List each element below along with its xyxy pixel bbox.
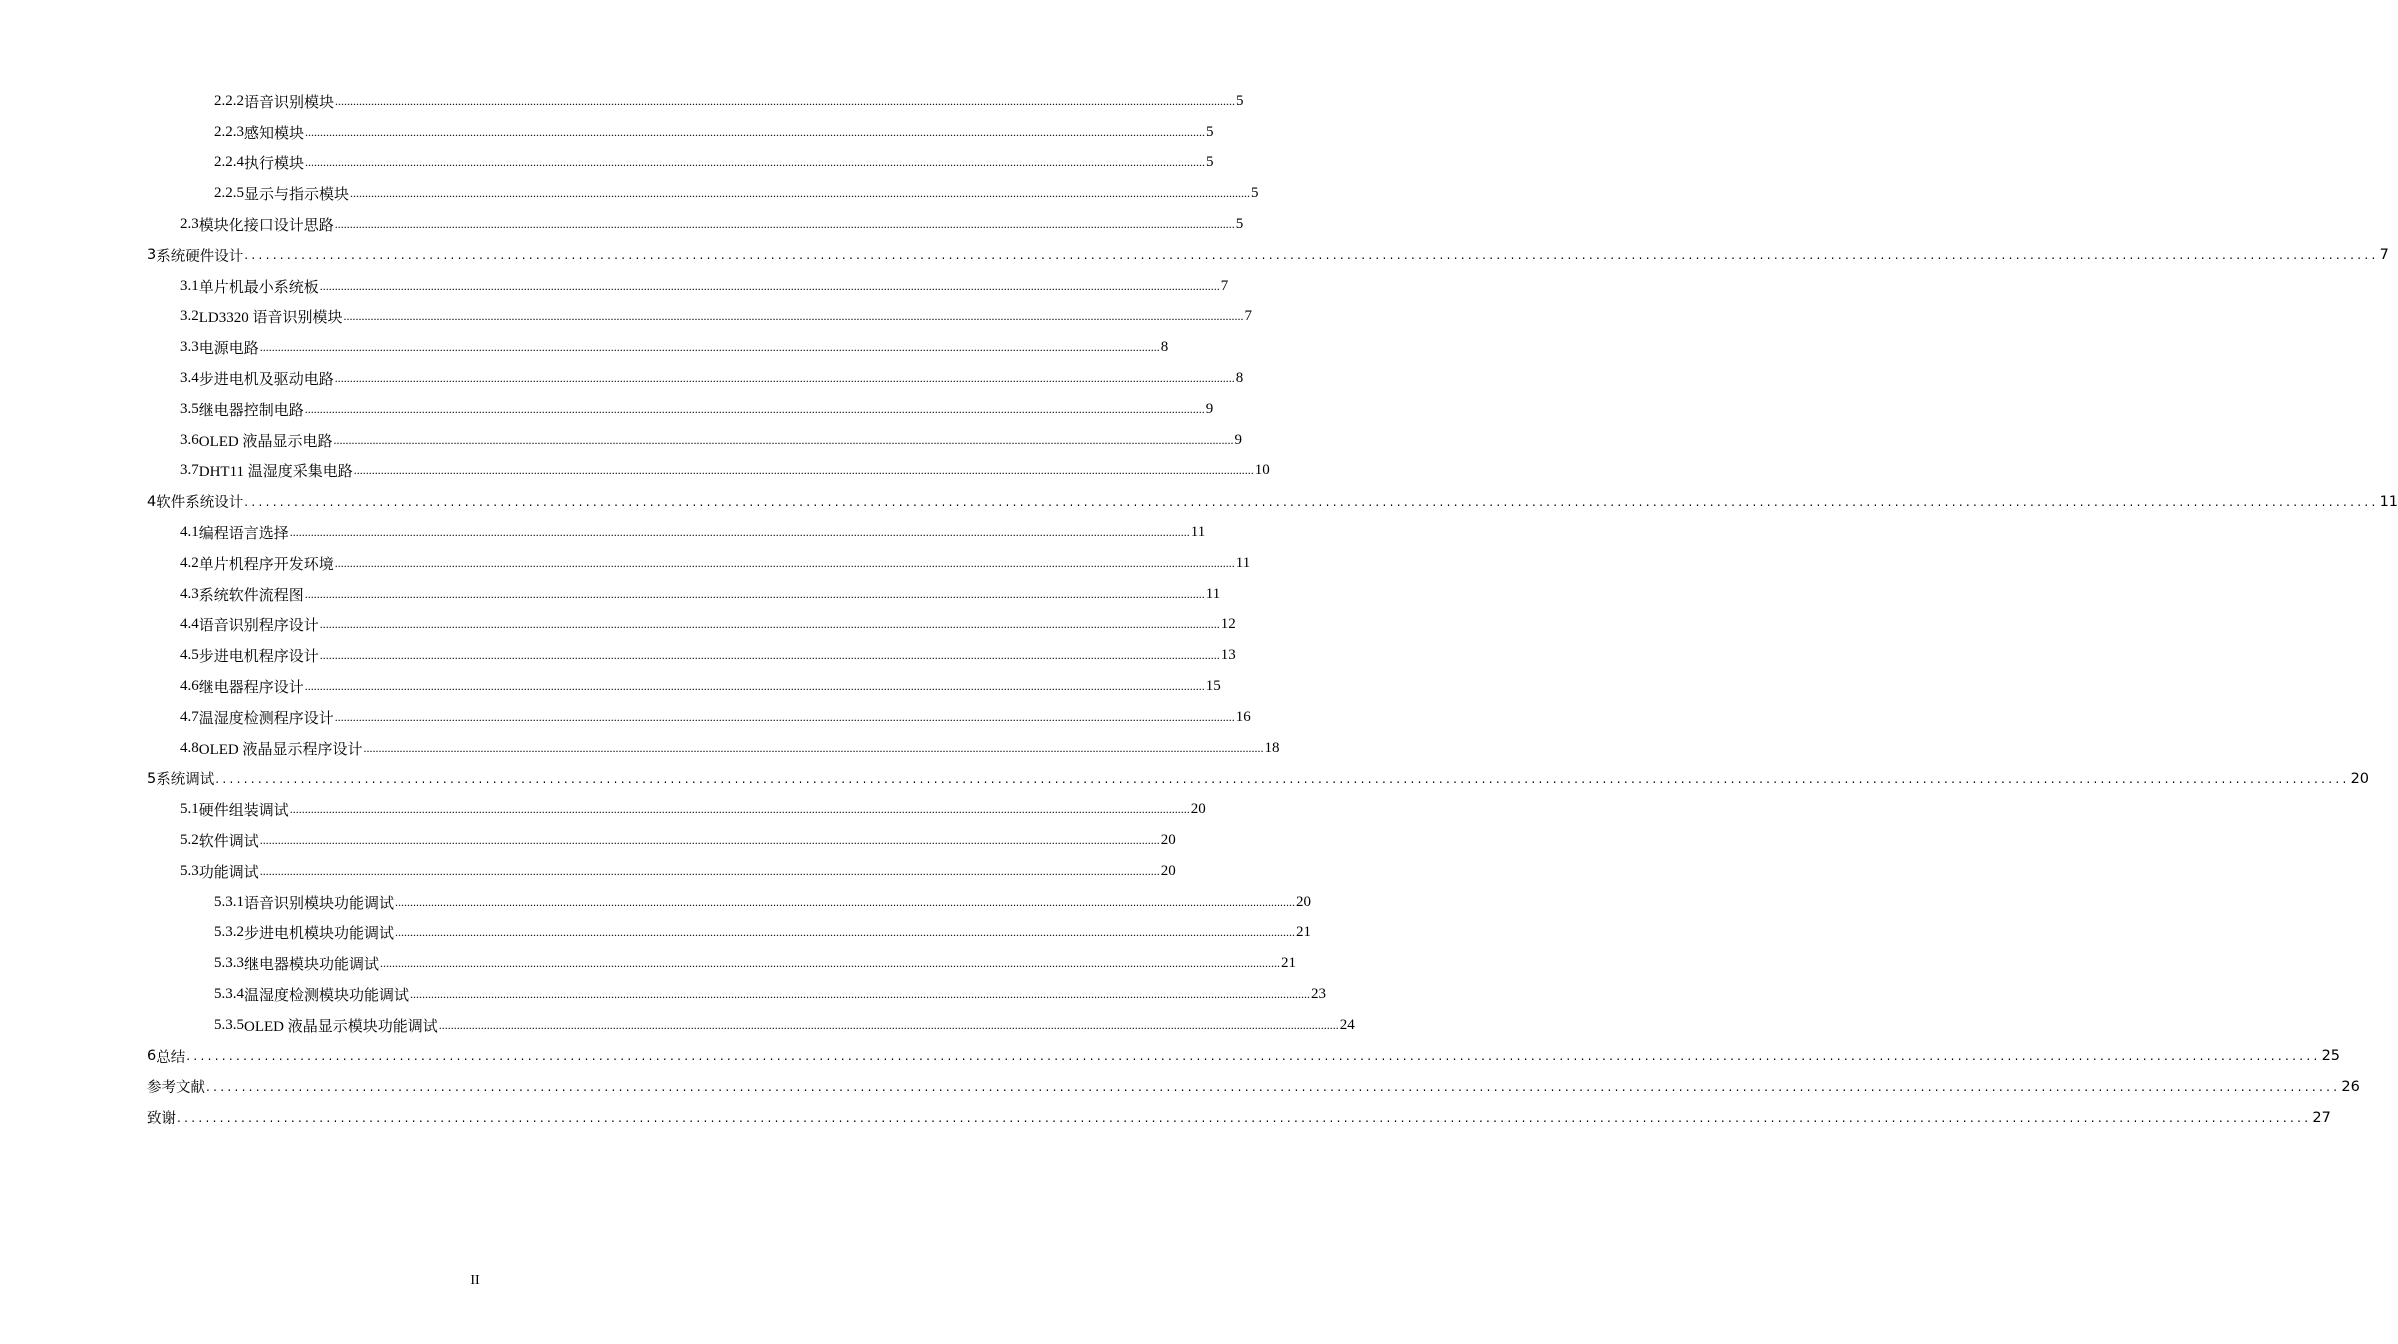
toc-dot-leader: ............................................................................................................................................................................................................................................................................................................ <box>259 833 1160 848</box>
toc-entry-number: 2.3 <box>180 216 199 233</box>
toc-entry-title: LD3320 语音识别模块 <box>198 310 343 327</box>
toc-entry-page-number: 9 <box>1205 400 1214 417</box>
toc-entry-title: OLED 液晶显示电路 <box>198 433 333 450</box>
toc-dot-leader: ............................................................................................................................................................................................................................................................................................................ <box>289 802 1190 817</box>
toc-entry-title: 继电器控制电路 <box>198 402 304 419</box>
toc-entry-number: 4.1 <box>180 524 199 541</box>
toc-entry-title: 语音识别程序设计 <box>198 618 319 635</box>
toc-entry-title: 单片机程序开发环境 <box>198 556 334 573</box>
toc-entry-number: 2.2.3 <box>214 123 244 140</box>
toc-entry-page-number: 8 <box>1160 339 1169 356</box>
toc-entry[interactable] <box>0 610 1236 641</box>
toc-entry[interactable] <box>0 1102 2331 1133</box>
toc-dot-leader: ............................................................................................................................................................................................................................................................................................................ <box>304 401 1205 416</box>
toc-entry[interactable] <box>0 856 1176 887</box>
toc-entry[interactable] <box>0 1041 2341 1072</box>
toc-entry[interactable] <box>0 1072 2360 1103</box>
toc-dot-leader: ............................................................................................................................................................................................................................................................................................................ <box>319 617 1220 632</box>
toc-dot-leader: ............................................................................................................................................................................................................................................................................................................ <box>259 340 1160 355</box>
toc-dot-leader: ............................................................................................................................................................................................................................................................................................................ <box>363 740 1264 755</box>
toc-entry-number: 4.8 <box>180 739 199 756</box>
toc-entry-page-number: 27 <box>2312 1109 2331 1126</box>
toc-entry-title: 功能调试 <box>198 864 259 881</box>
toc-entry-title: 编程语言选择 <box>198 526 289 543</box>
toc-entry-number: 3.2 <box>180 308 199 325</box>
toc-entry-title: 显示与指示模块 <box>244 187 350 204</box>
toc-entry-number: 6 <box>147 1048 157 1065</box>
toc-entry-page-number: 26 <box>2341 1078 2360 1095</box>
toc-entry-page-number: 16 <box>1235 708 1251 725</box>
toc-dot-leader: ............................................................................................................................................................................................................................................................................................................ <box>319 648 1220 663</box>
toc-entry-page-number: 5 <box>1235 216 1244 233</box>
toc-entry[interactable] <box>0 579 1221 610</box>
toc-dot-leader: ............................................................................................................................................................................................................................................................................................................ <box>289 525 1190 540</box>
toc-entry-page-number: 5 <box>1236 92 1244 109</box>
toc-entry-title: 致谢 <box>147 1111 176 1128</box>
toc-entry-page-number: 20 <box>1296 893 1312 910</box>
toc-entry[interactable] <box>0 425 1242 456</box>
toc-entry-number: 5.3.2 <box>214 924 244 941</box>
toc-entry-title: 温湿度检测程序设计 <box>198 710 334 727</box>
toc-entry-title: OLED 液晶显示程序设计 <box>198 741 363 758</box>
toc-entry-page-number: 12 <box>1220 616 1236 633</box>
toc-entry-page-number: 20 <box>1190 801 1206 818</box>
toc-entry[interactable] <box>0 733 1280 764</box>
toc-dot-leader: ............................................................................................................................................................................................................................................................................................................ <box>343 309 1244 324</box>
toc-entry-title: 系统调试 <box>156 772 215 789</box>
toc-entry[interactable] <box>0 825 1176 856</box>
toc-dot-leader: ............................................................................................................................................................................................................................................................................................................ <box>215 771 2350 786</box>
toc-entry-page-number: 21 <box>1281 955 1297 972</box>
toc-entry[interactable] <box>0 702 1251 733</box>
toc-entry[interactable] <box>0 548 1251 579</box>
toc-entry[interactable] <box>0 764 2370 795</box>
toc-entry-title: 步进电机模块功能调试 <box>244 926 395 943</box>
toc-entry-page-number: 21 <box>1296 924 1312 941</box>
toc-entry[interactable] <box>0 671 1221 702</box>
toc-entry-page-number: 10 <box>1254 462 1270 479</box>
toc-entry-number: 4.4 <box>180 616 199 633</box>
toc-dot-leader: ............................................................................................................................................................................................................................................................................................................ <box>410 987 1311 1001</box>
toc-entry-number: 4.3 <box>180 585 199 602</box>
toc-entry-page-number: 5 <box>1206 154 1214 171</box>
toc-entry[interactable] <box>0 887 1312 918</box>
toc-entry-title: 继电器模块功能调试 <box>244 957 380 974</box>
toc-dot-leader: ............................................................................................................................................................................................................................................................................................................ <box>244 494 2379 509</box>
toc-entry-title: 步进电机程序设计 <box>198 649 319 666</box>
toc-entry-title: 语音识别模块 <box>244 94 335 111</box>
toc-dot-leader: ............................................................................................................................................................................................................................................................................................................ <box>395 894 1296 909</box>
toc-entry-title: DHT11 温湿度采集电路 <box>198 464 353 481</box>
toc-entry-number: 3.4 <box>180 370 199 387</box>
toc-entry[interactable] <box>0 86 1244 117</box>
toc-entry-title: 电源电路 <box>198 341 259 358</box>
toc-entry-number: 4.2 <box>180 554 199 571</box>
toc-entry-page-number: 7 <box>2379 247 2389 264</box>
toc-dot-leader: ............................................................................................................................................................................................................................................................................................................ <box>334 709 1235 724</box>
toc-entry-number: 5.3.5 <box>214 1016 244 1033</box>
toc-entry-number: 4.7 <box>180 708 199 725</box>
toc-entry-title: 硬件组装调试 <box>198 803 289 820</box>
toc-entry-number: 5.3.1 <box>214 893 244 910</box>
toc-entry[interactable] <box>0 517 1206 548</box>
toc-entry[interactable] <box>0 456 1270 487</box>
toc-entry[interactable] <box>0 1010 1355 1041</box>
toc-dot-leader: ............................................................................................................................................................................................................................................................................................................ <box>335 93 1236 108</box>
toc-entry-title: 软件调试 <box>198 834 259 851</box>
toc-entry-page-number: 11 <box>1205 585 1221 602</box>
toc-dot-leader: ............................................................................................................................................................................................................................................................................................................ <box>304 586 1205 601</box>
toc-dot-leader: ............................................................................................................................................................................................................................................................................................................ <box>333 432 1234 447</box>
toc-entry[interactable] <box>0 640 1236 671</box>
toc-entry-page-number: 11 <box>1190 524 1206 541</box>
toc-entry[interactable] <box>0 948 1297 979</box>
toc-entry-page-number: 13 <box>1220 647 1236 664</box>
toc-entry-title: 执行模块 <box>244 156 305 173</box>
toc-entry-number: 5.3.4 <box>214 986 244 1002</box>
toc-entry-title: 总结 <box>156 1049 186 1066</box>
toc-entry-number: 3.7 <box>180 462 199 479</box>
toc-dot-leader: ............................................................................................................................................................................................................................................................................................................ <box>304 679 1205 694</box>
toc-dot-leader: ............................................................................................................................................................................................................................................................................................................ <box>319 278 1220 293</box>
toc-entry-page-number: 18 <box>1264 739 1280 756</box>
toc-entry-number: 3.3 <box>180 339 199 356</box>
toc-entry-title: 系统软件流程图 <box>198 587 304 604</box>
toc-entry-page-number: 11 <box>1235 554 1251 571</box>
toc-entry-title: OLED 液晶显示模块功能调试 <box>244 1018 438 1035</box>
toc-entry-number: 5.3.3 <box>214 955 244 972</box>
toc-entry-page-number: 11 <box>2379 493 2398 510</box>
toc-entry-title: 感知模块 <box>244 125 305 142</box>
toc-dot-leader: ............................................................................................................................................................................................................................................................................................................ <box>334 371 1235 386</box>
toc-entry[interactable] <box>0 394 1214 425</box>
toc-entry[interactable] <box>0 918 1312 949</box>
toc-entry[interactable] <box>0 979 1327 1010</box>
toc-entry-title: 单片机最小系统板 <box>198 279 319 296</box>
toc-entry-title: 温湿度检测模块功能调试 <box>244 988 410 1004</box>
toc-entry-title: 语音识别模块功能调试 <box>244 895 395 912</box>
toc-entry[interactable] <box>0 486 2398 517</box>
toc-entry-title: 步进电机及驱动电路 <box>198 372 334 389</box>
toc-dot-leader: ............................................................................................................................................................................................................................................................................................................ <box>177 1110 2312 1125</box>
toc-entry-page-number: 7 <box>1220 277 1229 294</box>
toc-dot-leader: ............................................................................................................................................................................................................................................................................................................ <box>438 1017 1339 1032</box>
toc-entry-number: 3.6 <box>180 431 199 448</box>
toc-entry[interactable] <box>0 148 1214 179</box>
toc-entry-number: 5.2 <box>180 832 199 849</box>
toc-entry-page-number: 8 <box>1235 370 1244 387</box>
toc-entry-page-number: 9 <box>1234 431 1242 448</box>
toc-dot-leader: ............................................................................................................................................................................................................................................................................................................ <box>259 863 1160 878</box>
toc-entry-page-number: 20 <box>1160 862 1176 879</box>
toc-dot-leader: ............................................................................................................................................................................................................................................................................................................ <box>334 217 1235 232</box>
toc-dot-leader: ............................................................................................................................................................................................................................................................................................................ <box>350 186 1251 201</box>
toc-entry-number: 2.2.4 <box>214 154 244 171</box>
toc-dot-leader: ............................................................................................................................................................................................................................................................................................................ <box>305 155 1206 170</box>
toc-entry-number: 2.2.5 <box>214 185 244 202</box>
toc-entry-page-number: 7 <box>1244 308 1252 325</box>
toc-dot-leader: ............................................................................................................................................................................................................................................................................................................ <box>380 956 1281 971</box>
toc-entry-number: 4 <box>147 493 157 510</box>
toc-dot-leader: ............................................................................................................................................................................................................................................................................................................ <box>334 555 1235 570</box>
toc-entry-number: 3 <box>147 247 157 264</box>
toc-entry-title: 模块化接口设计思路 <box>198 218 334 235</box>
toc-dot-leader: ............................................................................................................................................................................................................................................................................................................ <box>244 248 2379 263</box>
toc-entry[interactable] <box>0 117 1214 148</box>
toc-entry-number: 5.1 <box>180 801 199 818</box>
toc-dot-leader: ............................................................................................................................................................................................................................................................................................................ <box>353 463 1254 478</box>
toc-entry-number: 5 <box>147 770 157 787</box>
toc-dot-leader: ............................................................................................................................................................................................................................................................................................................ <box>206 1079 2341 1094</box>
toc-entry-number: 3.5 <box>180 400 199 417</box>
toc-entry[interactable] <box>0 271 1229 302</box>
toc-entry-page-number: 20 <box>2350 770 2370 787</box>
toc-dot-leader: ............................................................................................................................................................................................................................................................................................................ <box>395 925 1296 940</box>
toc-entry-page-number: 24 <box>1339 1016 1355 1033</box>
toc-dot-leader: ............................................................................................................................................................................................................................................................................................................ <box>305 124 1206 139</box>
toc-entry-title: 参考文献 <box>147 1080 205 1097</box>
toc-entry-page-number: 15 <box>1205 678 1221 695</box>
toc-entry[interactable] <box>0 332 1169 363</box>
toc-entry-title: 软件系统设计 <box>156 495 244 512</box>
toc-entry-page-number: 20 <box>1160 832 1176 849</box>
toc-entry-page-number: 5 <box>1206 123 1214 140</box>
toc-entry[interactable] <box>0 302 1252 333</box>
page-footer-number: II <box>470 1273 480 1288</box>
toc-entry-number: 4.5 <box>180 647 199 664</box>
toc-entry[interactable] <box>0 240 2389 271</box>
table-of-contents <box>0 86 2398 1133</box>
toc-entry[interactable] <box>0 178 1259 209</box>
toc-entry-title: 继电器程序设计 <box>198 680 304 697</box>
toc-entry[interactable] <box>0 363 1244 394</box>
toc-dot-leader: ............................................................................................................................................................................................................................................................................................................ <box>186 1049 2321 1064</box>
toc-entry[interactable] <box>0 794 1206 825</box>
toc-entry-number: 3.1 <box>180 277 199 294</box>
toc-entry-page-number: 5 <box>1251 185 1259 202</box>
toc-entry[interactable] <box>0 209 1244 240</box>
toc-entry-number: 5.3 <box>180 862 199 879</box>
toc-entry-number: 2.2.2 <box>214 92 244 109</box>
toc-entry-page-number: 23 <box>1311 986 1327 1002</box>
toc-entry-title: 系统硬件设计 <box>156 248 244 265</box>
toc-entry-page-number: 25 <box>2321 1048 2341 1065</box>
toc-entry-number: 4.6 <box>180 678 199 695</box>
